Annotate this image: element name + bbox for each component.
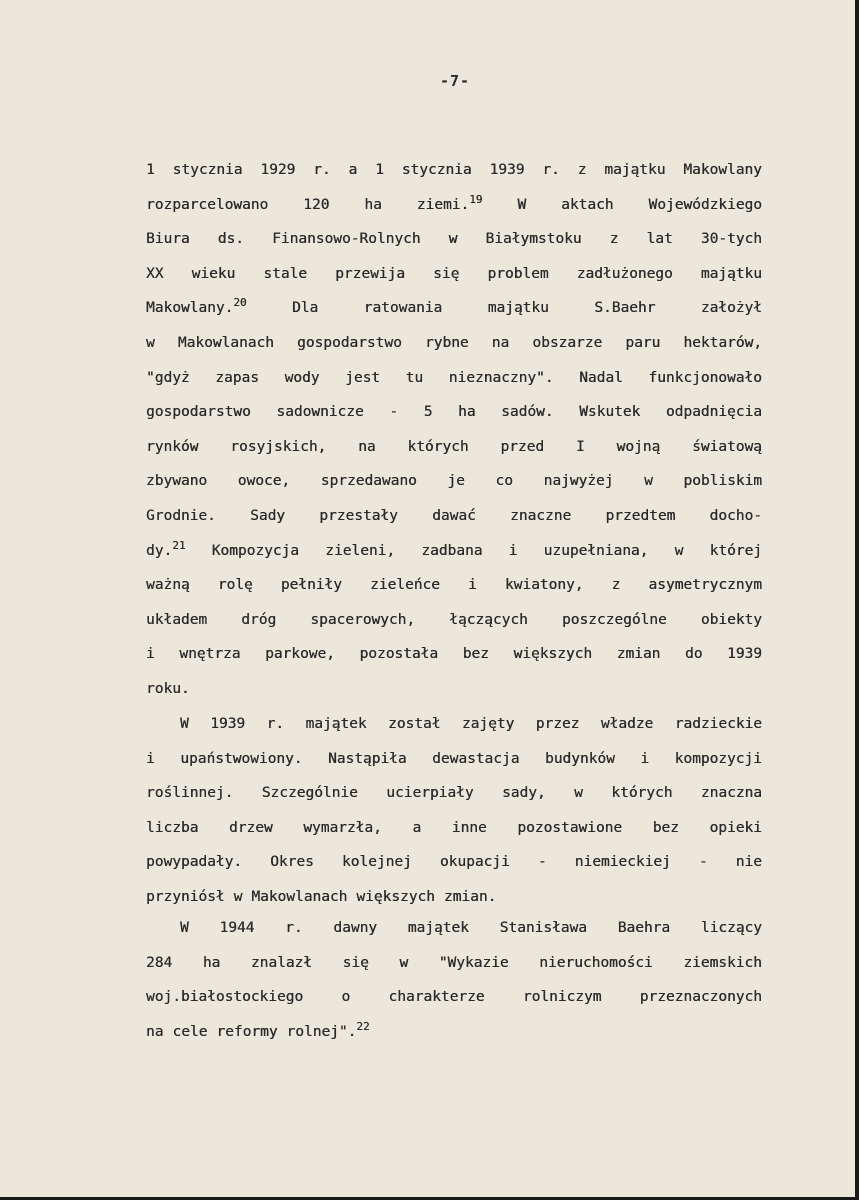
word: charakterze — [388, 989, 485, 1006]
word: dy.$^{21}$ — [146, 538, 186, 559]
word: dewastacja — [432, 750, 520, 767]
word: jest — [345, 369, 381, 386]
word: przyniósł — [146, 889, 225, 905]
word: zieleńce — [370, 577, 440, 594]
text-line — [146, 749, 762, 769]
word: roku. — [146, 681, 190, 697]
word: W — [517, 196, 527, 213]
word: i — [640, 750, 650, 767]
word: której — [709, 542, 762, 559]
word: pełniły — [280, 577, 342, 594]
word: i — [508, 542, 518, 559]
word: tu — [405, 369, 424, 386]
word: 1929 — [260, 162, 296, 178]
word: się — [433, 265, 460, 282]
word: funkcjonowało — [648, 369, 762, 386]
word: "gdyż — [146, 369, 190, 386]
word: Kompozycja — [211, 542, 299, 559]
word: przewija — [335, 265, 405, 282]
word: najwyżej — [543, 473, 614, 490]
word: ha — [458, 404, 476, 421]
word: dawać — [432, 508, 476, 524]
word: reformy — [216, 1023, 278, 1040]
word: wnętrza — [179, 646, 241, 663]
word: Wskutek — [579, 404, 641, 421]
word: paru — [625, 335, 661, 351]
text-line — [146, 229, 762, 249]
word: przeznaczonych — [639, 989, 762, 1006]
text-line — [146, 953, 762, 973]
word: wieku — [191, 265, 236, 282]
word: w — [574, 785, 583, 802]
word: został — [388, 716, 441, 732]
word: co — [495, 473, 513, 490]
text-line — [146, 264, 762, 284]
text-line — [146, 471, 762, 491]
word: Baehra — [617, 920, 671, 936]
word: w — [233, 889, 243, 905]
word: 1944 — [219, 920, 255, 936]
footnote-ref: 19 — [469, 192, 483, 206]
word: na — [491, 335, 510, 351]
word: kompozycji — [674, 750, 762, 767]
word: opieki — [709, 819, 762, 836]
word: sady, — [502, 785, 546, 802]
text-line — [146, 575, 762, 595]
word: których — [407, 438, 469, 455]
word: zbywano — [146, 473, 208, 490]
word: parkowe, — [265, 646, 335, 663]
word: Grodnie. — [146, 508, 216, 524]
word: 284 — [146, 954, 173, 971]
word: problem — [487, 265, 549, 282]
word: r. — [266, 716, 285, 732]
word: Szczególnie — [261, 785, 358, 802]
word: stale — [263, 265, 308, 282]
word: Białymstoku — [485, 231, 582, 248]
text-line — [146, 852, 762, 872]
word: ratowania — [363, 300, 443, 317]
word: woj.białostockiego — [146, 989, 304, 1006]
word: ha — [202, 954, 221, 971]
word: liczba — [146, 819, 199, 836]
word: zapas — [215, 369, 259, 386]
word: ziemskich — [683, 954, 762, 971]
word: a — [348, 162, 358, 178]
word: przestały — [319, 508, 398, 524]
word: XX — [146, 265, 164, 282]
word: 30-tych — [700, 231, 762, 248]
page-number: -7- — [439, 72, 471, 90]
word: pozostała — [359, 646, 439, 663]
word: Makowlany — [683, 162, 762, 178]
word: hektarów, — [683, 335, 762, 351]
word: stycznia — [172, 162, 243, 178]
word: Dla — [292, 300, 319, 317]
word: 1939 — [489, 162, 525, 178]
word: stycznia — [401, 162, 472, 178]
word: majątku — [700, 265, 762, 282]
word: ucierpiały — [386, 785, 474, 802]
word: poszczególne — [561, 611, 667, 628]
scan-edge-right — [855, 0, 859, 1200]
word: obszarze — [532, 335, 603, 351]
word: sadownicze — [276, 404, 364, 421]
word: r. — [285, 920, 303, 936]
word: do — [684, 646, 703, 663]
text-line — [146, 1019, 762, 1042]
text-line — [146, 333, 762, 353]
word: zadłużonego — [576, 265, 673, 282]
text-line — [146, 402, 762, 422]
word: znaczna — [700, 785, 762, 802]
word: ds. — [217, 231, 244, 248]
word: ziemi.$^{19}$ — [416, 192, 483, 213]
footnote-ref: 20 — [233, 296, 247, 310]
text-line — [146, 679, 762, 699]
word: w — [399, 954, 409, 971]
word: się — [342, 954, 369, 971]
word: większych — [513, 646, 593, 663]
text-line — [146, 368, 762, 388]
word: powypadały. — [146, 854, 243, 871]
text-line — [180, 918, 762, 938]
word: zmian. — [443, 889, 497, 905]
word: przed — [500, 438, 545, 455]
word: uzupełniana, — [543, 542, 649, 559]
word: Finansowo-Rolnych — [272, 231, 421, 248]
word: z — [609, 231, 619, 248]
word: radzieckie — [674, 716, 762, 732]
word: sadów. — [501, 404, 554, 421]
text-line — [146, 644, 762, 664]
word: Biura — [146, 231, 190, 248]
footnote-ref: 22 — [356, 1019, 370, 1033]
word: - — [698, 854, 708, 871]
word: w — [146, 335, 155, 351]
text-line — [146, 192, 762, 215]
word: S.Baehr — [594, 300, 656, 317]
word: ha — [364, 196, 382, 213]
text-line — [146, 298, 762, 318]
word: 1939 — [727, 646, 762, 663]
word: 120 — [303, 196, 330, 213]
word: W — [180, 716, 189, 732]
text-line — [180, 714, 762, 734]
word: których — [611, 785, 673, 802]
word: cele — [172, 1023, 208, 1040]
word: Makowlanach — [251, 889, 348, 905]
word: okupacji — [439, 854, 510, 871]
word: w — [674, 542, 684, 559]
word: I — [575, 438, 585, 455]
word: wody — [284, 369, 320, 386]
word: znaczne — [510, 508, 572, 524]
word: założył — [700, 300, 762, 317]
word: nie — [735, 854, 762, 871]
word: r. — [542, 162, 560, 178]
word: rybne — [424, 335, 469, 351]
footnote-ref: 21 — [172, 538, 186, 552]
word: bez — [462, 646, 489, 663]
word: obiekty — [700, 611, 762, 628]
word: dróg — [241, 611, 277, 628]
word: majątku — [487, 300, 549, 317]
word: w — [644, 473, 653, 490]
word: sprzedawano — [320, 473, 417, 490]
word: - — [389, 404, 399, 421]
word: łączących — [449, 611, 528, 628]
word: Sady — [250, 508, 286, 524]
text-line — [146, 887, 762, 907]
word: spacerowych, — [310, 611, 416, 628]
word: układem — [146, 611, 208, 628]
word: przez — [535, 716, 580, 732]
word: rolę — [217, 577, 253, 594]
word: Okres — [270, 854, 314, 871]
word: 1939 — [210, 716, 246, 732]
word: Makowlany.$^{20}$ — [146, 296, 247, 317]
word: o — [341, 989, 351, 1006]
word: 1 — [146, 162, 155, 178]
word: nieruchomości — [539, 954, 653, 971]
word: rolnej".$^{22}$ — [286, 1019, 370, 1040]
text-line — [146, 610, 762, 630]
word: inne — [451, 819, 487, 836]
word: Nadal — [579, 369, 623, 386]
word: - — [537, 854, 547, 871]
word: niemieckiej — [574, 854, 671, 871]
word: rosyjskich, — [230, 438, 327, 455]
word: majątku — [604, 162, 666, 178]
word: na — [358, 438, 376, 455]
text-line — [146, 818, 762, 838]
text-line — [146, 538, 762, 561]
word: "Wykazie — [438, 954, 509, 971]
word: W — [180, 920, 189, 936]
text-line — [146, 987, 762, 1007]
word: dawny — [333, 920, 378, 936]
word: budynków — [544, 750, 615, 767]
word: i — [146, 646, 155, 663]
text-line — [146, 437, 762, 457]
word: 5 — [423, 404, 433, 421]
word: wojną — [616, 438, 661, 455]
word: rolniczym — [522, 989, 602, 1006]
word: kwiatony, — [504, 577, 584, 594]
word: w — [448, 231, 458, 248]
word: gospodarstwo — [146, 404, 251, 421]
word: upaństwowiony. — [180, 750, 303, 767]
text-line — [146, 783, 762, 803]
word: lat — [646, 231, 673, 248]
word: kolejnej — [341, 854, 412, 871]
word: na — [146, 1023, 164, 1040]
word: rozparcelowano — [146, 196, 269, 213]
word: zmian — [616, 646, 661, 663]
word: docho- — [709, 508, 762, 524]
word: i — [146, 750, 155, 767]
word: bez — [652, 819, 679, 836]
word: ważną — [146, 577, 190, 594]
word: majątek — [305, 716, 367, 732]
word: przedtem — [605, 508, 676, 524]
word: Nastąpiła — [328, 750, 407, 767]
word: zajęty — [461, 716, 515, 732]
word: aktach — [561, 196, 614, 213]
word: odpadnięcia — [665, 404, 762, 421]
word: wymarzła, — [303, 819, 382, 836]
word: Makowlanach — [177, 335, 274, 351]
word: i — [468, 577, 477, 594]
word: je — [447, 473, 465, 490]
text-line — [146, 160, 762, 180]
word: pozostawione — [517, 819, 623, 836]
word: roślinnej. — [146, 785, 234, 802]
word: owoce, — [237, 473, 291, 490]
text-line — [146, 506, 762, 526]
word: zieleni, — [325, 542, 396, 559]
word: r. — [313, 162, 331, 178]
word: znalazł — [250, 954, 312, 971]
word: Wojewódzkiego — [648, 196, 762, 213]
word: pobliskim — [683, 473, 762, 490]
word: z — [577, 162, 587, 178]
word: władze — [600, 716, 654, 732]
word: z — [611, 577, 621, 594]
word: Stanisława — [499, 920, 587, 936]
word: majątek — [407, 920, 469, 936]
word: 1 — [375, 162, 384, 178]
word: rynków — [146, 438, 199, 455]
word: światową — [692, 438, 762, 455]
word: większych — [356, 889, 435, 905]
word: gospodarstwo — [297, 335, 402, 351]
word: nieznaczny". — [448, 369, 554, 386]
word: a — [412, 819, 422, 836]
word: liczący — [700, 920, 762, 936]
word: asymetrycznym — [648, 577, 762, 594]
word: zadbana — [421, 542, 483, 559]
word: drzew — [229, 819, 273, 836]
